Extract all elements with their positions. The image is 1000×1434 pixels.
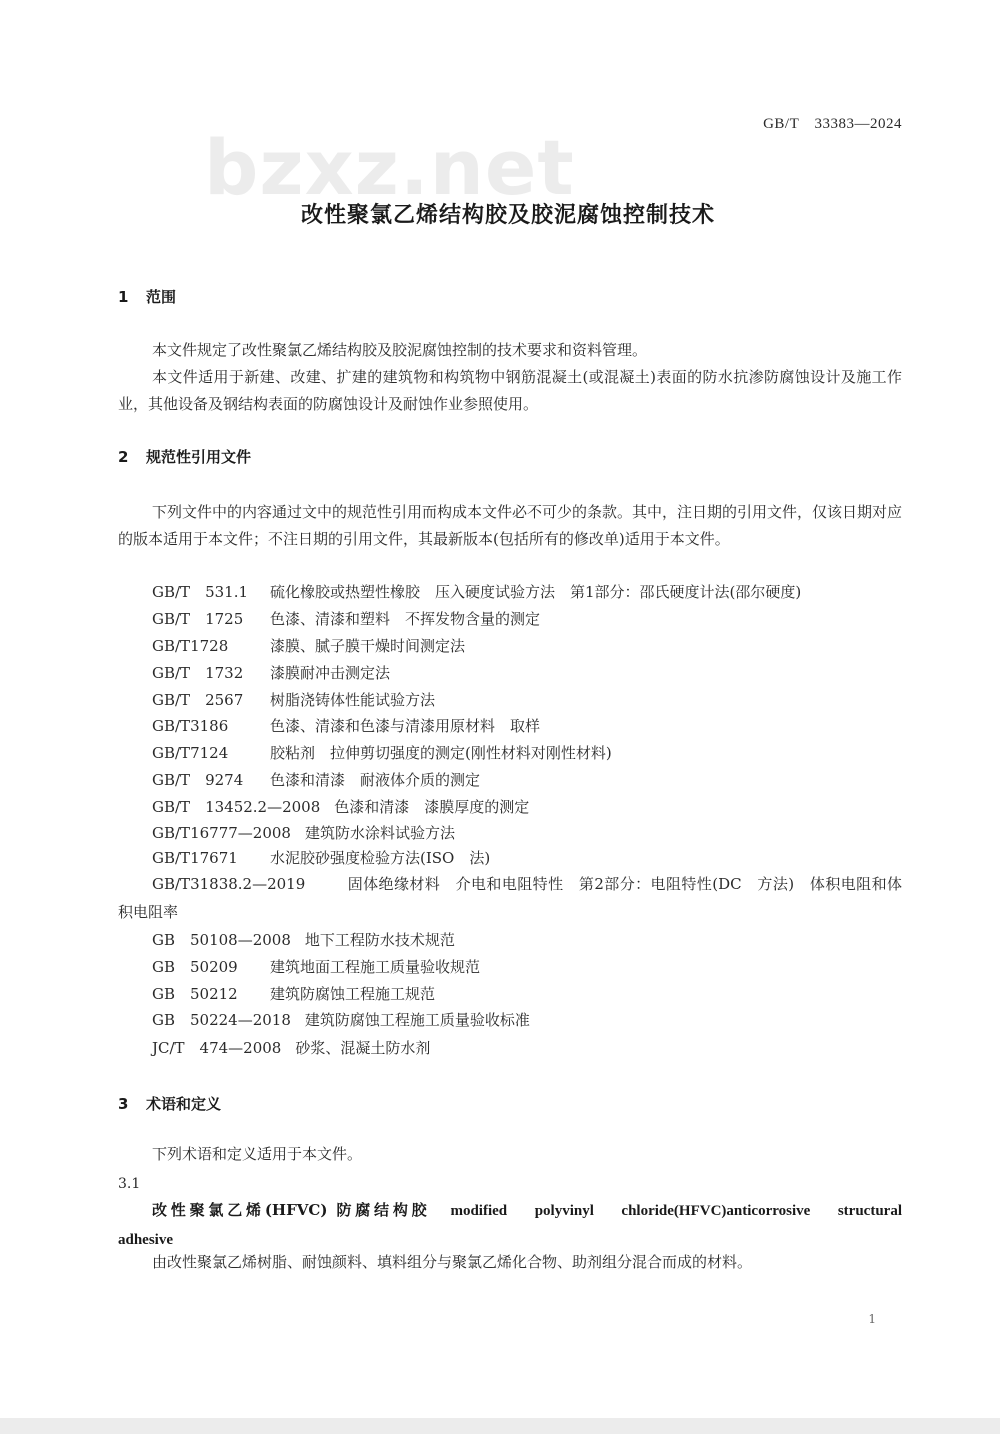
reference-item (152, 690, 435, 710)
reference-item (152, 582, 801, 602)
section-title: 规范性引用文件 (146, 448, 252, 466)
reference-item (152, 1010, 530, 1030)
reference-title: 胶粘剂 拉伸剪切强度的测定(刚性材料对刚性材料) (270, 744, 612, 762)
reference-item (152, 743, 612, 763)
reference-code: GB/T 1725 (152, 610, 244, 628)
scope-paragraph-1: 本文件规定了改性聚氯乙烯结构胶及胶泥腐蚀控制的技术要求和资料管理。 (152, 341, 648, 359)
reference-title: 砂浆、混凝土防水剂 (295, 1039, 431, 1057)
reference-item (152, 609, 540, 629)
reference-title: 树脂浇铸体性能试验方法 (270, 691, 436, 709)
watermark: bzxz.net (204, 123, 575, 212)
reference-title: 硫化橡胶或热塑性橡胶 压入硬度试验方法 第1部分：邵氏硬度计法(邵尔硬度) (270, 583, 802, 601)
section-number: 1 (118, 288, 129, 306)
section-number: 2 (118, 448, 129, 466)
references-intro: 下列文件中的内容通过文中的规范性引用而构成本文件必不可少的条款。其中，注日期的引用文件，仅该日期对应的版本适用于本文件；不注日期的引用文件，其最新版本(包括所有的修改单)适用于本文件。 (118, 503, 903, 548)
standard-code: GB/T 33383—2024 (763, 116, 902, 132)
reference-item (152, 716, 540, 736)
section-title: 术语和定义 (146, 1095, 222, 1113)
page-number: 1 (868, 1312, 876, 1326)
reference-title: 固体绝缘材料 介电和电阻特性 第2部分：电阻特性(DC 方法) 体积电阻和体积电阻率 (118, 875, 902, 921)
reference-item (152, 930, 455, 950)
reference-code: GB/T 531.1 (152, 583, 249, 601)
reference-title: 漆膜耐冲击测定法 (270, 664, 391, 682)
reference-code: JC/T 474—2008 (152, 1039, 282, 1057)
reference-title: 建筑防腐蚀工程施工质量验收标准 (304, 1011, 530, 1029)
term-chinese: 改性聚氯乙烯(HFVC) 防腐结构胶 (152, 1201, 431, 1219)
reference-item (152, 823, 455, 843)
clause-number: 3.1 (118, 1176, 141, 1192)
reference-item (152, 848, 490, 868)
reference-code: GB/T 13452.2—2008 (152, 798, 321, 816)
reference-item (152, 797, 529, 817)
scope-paragraph-2: 本文件适用于新建、改建、扩建的建筑物和构筑物中钢筋混凝土(或混凝土)表面的防水抗渗防腐蚀设计及施工作业，其他设备及钢结构表面的防腐蚀设计及耐蚀作业参照使用。 (118, 368, 902, 413)
reference-item (152, 957, 480, 977)
reference-item (152, 1038, 430, 1058)
term-english: modified polyvinyl chloride(HFVC)anticorrosive structural adhesive (118, 1203, 902, 1248)
section-heading-normative-references (118, 446, 251, 467)
reference-title: 色漆、清漆和塑料 不挥发物含量的测定 (270, 610, 541, 628)
reference-code: GB/T1728 (152, 637, 229, 655)
viewer-bottom-edge (0, 1418, 1000, 1434)
document-title: 改性聚氯乙烯结构胶及胶泥腐蚀控制技术 (300, 203, 715, 228)
reference-title: 建筑防腐蚀工程施工规范 (270, 985, 436, 1003)
section-heading-scope (118, 286, 176, 307)
reference-code: GB 50224—2018 (152, 1011, 291, 1029)
term-definition: 由改性聚氯乙烯树脂、耐蚀颜料、填料组分与聚氯乙烯化合物、助剂组分混合而成的材料。 (152, 1253, 753, 1271)
reference-code: GB/T16777—2008 (152, 824, 291, 842)
reference-title: 色漆、清漆和色漆与清漆用原材料 取样 (270, 717, 541, 735)
section-heading-terms (118, 1093, 221, 1114)
reference-item (152, 770, 480, 790)
reference-title: 建筑防水涂料试验方法 (304, 824, 455, 842)
reference-item (152, 663, 390, 683)
section-number: 3 (118, 1095, 129, 1113)
reference-code: GB/T 2567 (152, 691, 244, 709)
reference-code: GB/T 1732 (152, 664, 244, 682)
reference-code: GB/T 9274 (152, 771, 244, 789)
reference-item (118, 870, 902, 926)
reference-title: 色漆和清漆 耐液体介质的测定 (270, 771, 481, 789)
reference-title: 水泥胶砂强度检验方法(ISO 法) (270, 849, 491, 867)
reference-title: 地下工程防水技术规范 (304, 931, 455, 949)
reference-code: GB 50108—2008 (152, 931, 291, 949)
reference-code: GB 50212 (152, 985, 238, 1003)
reference-title: 色漆和清漆 漆膜厚度的测定 (334, 798, 530, 816)
section-title: 范围 (146, 288, 177, 306)
reference-item (152, 984, 435, 1004)
reference-item (152, 636, 465, 656)
reference-title: 建筑地面工程施工质量验收规范 (270, 958, 481, 976)
reference-code: GB/T7124 (152, 744, 229, 762)
reference-code: GB 50209 (152, 958, 238, 976)
reference-code: GB/T17671 (152, 849, 238, 867)
reference-code: GB/T31838.2—2019 (152, 875, 306, 893)
reference-title: 漆膜、腻子膜干燥时间测定法 (270, 637, 466, 655)
term-entry (118, 1196, 902, 1254)
reference-code: GB/T3186 (152, 717, 229, 735)
terms-intro: 下列术语和定义适用于本文件。 (152, 1145, 363, 1163)
